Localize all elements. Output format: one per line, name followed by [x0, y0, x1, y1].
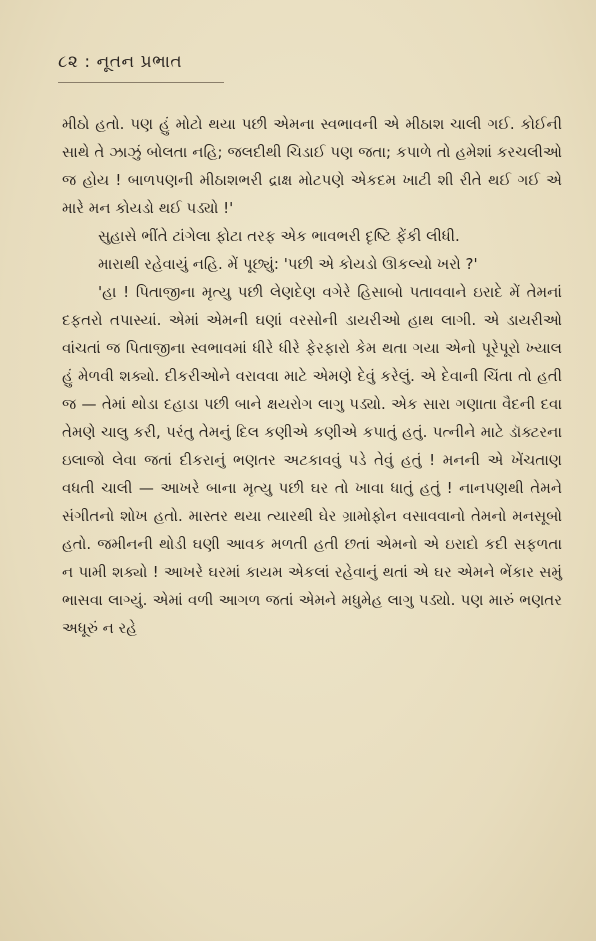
paragraph: મારાથી રહેવાયું નહિ. મેં પૂછ્યું: 'પછી એ કોયડો ઊકલ્યો ખરો ?' [98, 255, 478, 273]
body-text [62, 110, 562, 642]
running-head [58, 52, 182, 72]
header-rule [58, 82, 224, 83]
book-title: નૂતન પ્રભાત [96, 52, 183, 72]
header-separator: : [84, 52, 91, 72]
page-number: ૮૨ [58, 52, 79, 72]
paragraph: 'હા ! પિતાજીના મૃત્યુ પછી લેણદેણ વગેરે હિસાબો પતાવવાને ઇરાદે મેં તેમનાં દફતરો તપાસ્યાં. એમાં એમની ઘણાં વરસોની ડાયરીઓ હાથ લાગી. એ ડાયરીઓ વાંચતાં જ પિતાજીના સ્વભાવમાં ધીરે ધીરે ફેરફારો કેમ થતા ગયા એનો પૂરેપૂરો ખ્યાલ હું મેળવી શક્યો. દીકરીઓને વરાવવા માટે એમણે દેવું કરેલું. એ દેવાની ચિંતા તો હતી જ — તેમાં થોડા દહાડા પછી બાને ક્ષયરોગ લાગુ પડ્યો. એક સારા ગણાતા વૈદની દવા તેમણે ચાલુ કરી, પરંતુ તેમનું દિલ કણીએ કણીએ કપાતું હતું. પત્નીને માટે ડૉક્ટરના ઇલાજો લેવા જતાં દીકરાનું ભણતર અટકાવવું પડે તેવું હતું ! મનની એ ખેંચતાણ વધતી ચાલી — આખરે બાના મૃત્યુ પછી ઘર તો ખાવા ધાતું હતું ! નાનપણથી તેમને સંગીતનો શોખ હતો. માસ્તર થયા ત્યારથી ઘેર ગ્રામોફોન વસાવવાનો તેમનો મનસૂબો હતો. જમીનની થોડી ઘણી આવક મળતી હતી છતાં એમનો એ ઇરાદો કદી સફળતા ન પામી શક્યો ! આખરે ઘરમાં કાયમ એકલાં રહેવાનું થતાં એ ઘર એમને ભેંકાર સમું ભાસવા લાગ્યું. એમાં વળી આગળ જતાં એમને મધુમેહ લાગુ પડ્યો. પણ મારું ભણતર અધૂરું ન રહે [62, 283, 562, 637]
paragraph-continued: મીઠો હતો. પણ હું મોટો થયા પછી એમના સ્વભાવની એ મીઠાશ ચાલી ગઈ. કોઈની સાથે તે ઝાઝું બોલતા નહિ; જલદીથી ચિડાઈ પણ જતા; કપાળે તો હમેશાં કરચલીઓ જ હોય ! બાળપણની મીઠાશભરી દ્રાક્ષ મોટપણે એકદમ ખાટી શી રીતે થઈ ગઈ એ મારે મન કોયડો થઈ પડ્યો !' [62, 115, 562, 217]
paragraph: સુહાસે ભીંતે ટાંગેલા ફોટા તરફ એક ભાવભરી દૃષ્ટિ ફેંકી લીધી. [98, 227, 460, 245]
